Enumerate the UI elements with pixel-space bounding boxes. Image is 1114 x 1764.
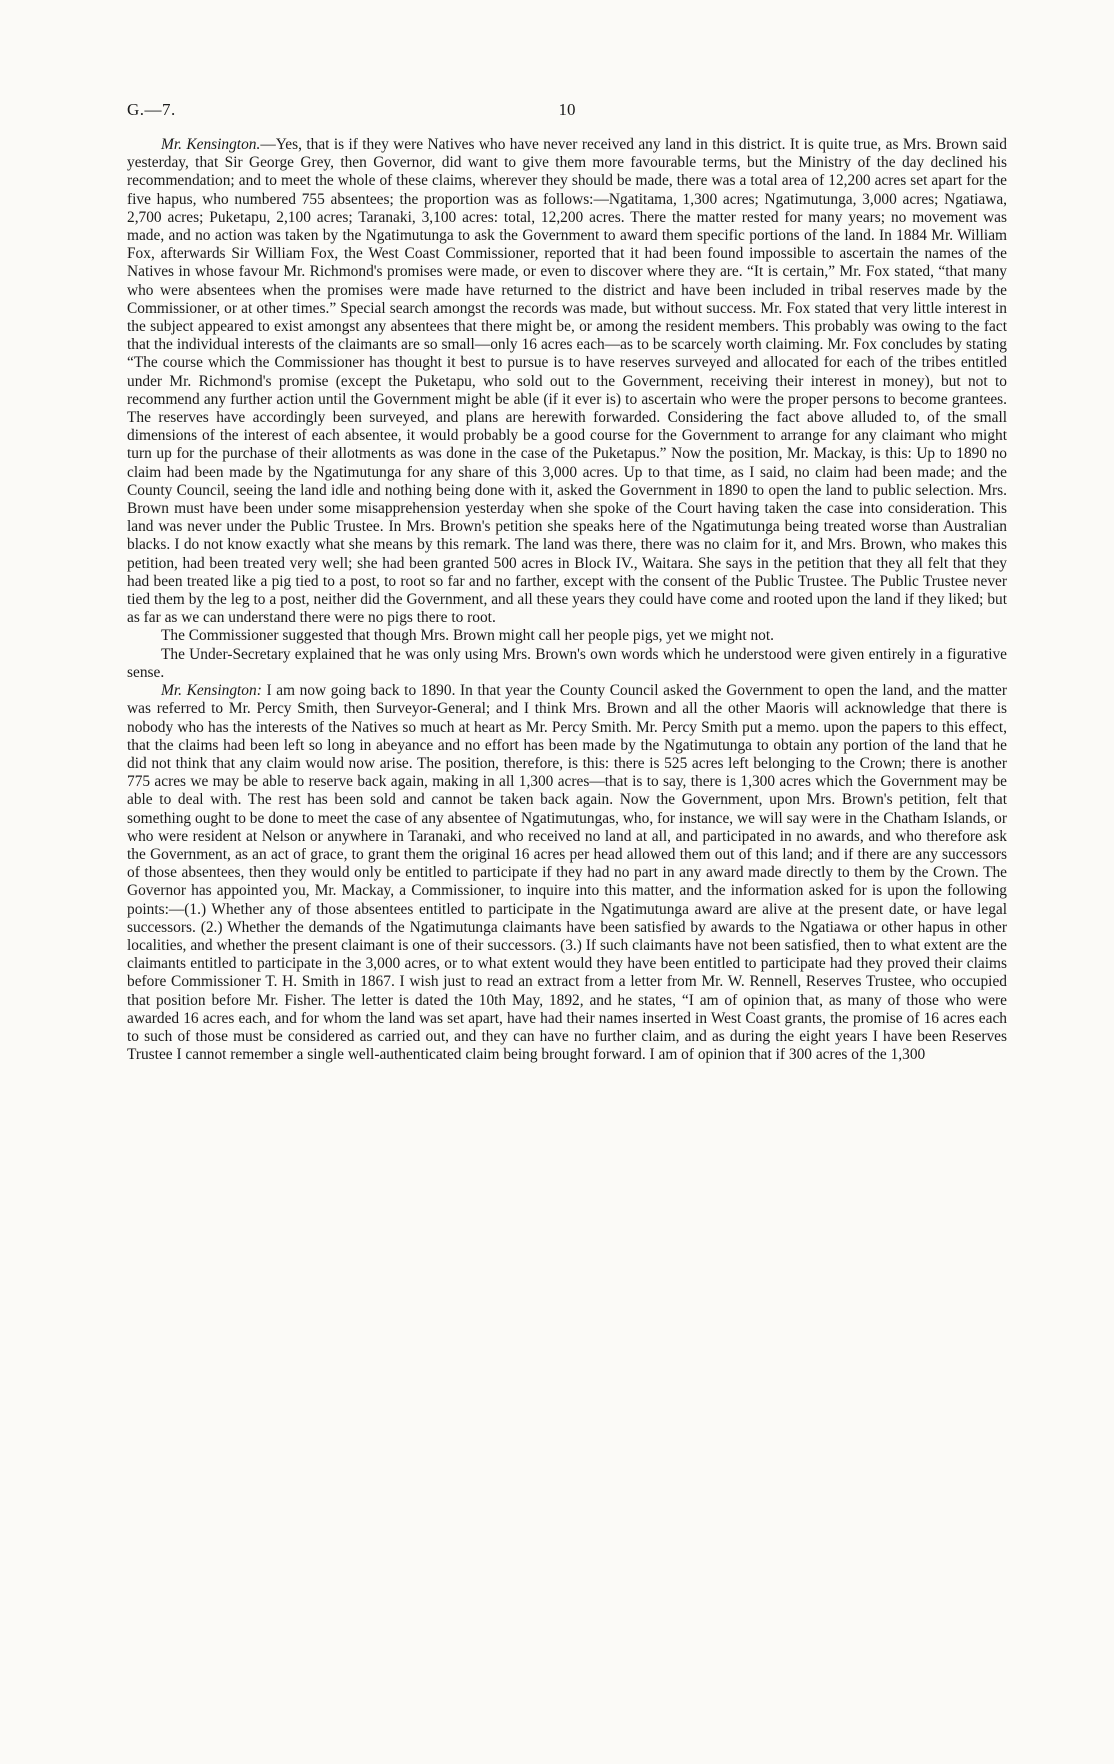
paragraph bbox=[127, 682, 1007, 1064]
document-body bbox=[127, 136, 1007, 1064]
page-header bbox=[127, 100, 1007, 130]
paragraph bbox=[127, 627, 1007, 645]
paragraph-text: The Commissioner suggested that though Mrs. Brown might call her people pigs, yet we might not. bbox=[161, 627, 774, 645]
speaker-name: Mr. Kensington. bbox=[161, 136, 261, 153]
paragraph-text: The Under-Secretary explained that he was only using Mrs. Brown's own words which he understood were given entirely in a figurative sense. bbox=[127, 645, 1007, 681]
paragraph-text: I am now going back to 1890. In that year the County Council asked the Government to open the land, and the matter was referred to Mr. Percy Smith, then Surveyor-General; and I think Mrs. Brown and all the other Maoris will acknowledge that there is nobody who has the interests of the Natives so much at heart as Mr. Percy Smith. Mr. Percy Smith put a memo. upon the papers to this effect, that the claims had been left so long in abeyance and no effort has been made by the Ngatimutunga to obtain any portion of the land that he did not think that any claim would now arise. The position, therefore, is this: there is 525 acres left belonging to the Crown; there is another 775 acres we may be able to reserve back again, making in all 1,300 acres—that is to say, there is 1,300 acres which the Government may be able to deal with. The rest has been sold and cannot be taken back again. Now the Government, upon Mrs. Brown's petition, felt that something ought to be done to meet the case of any absentee of Ngatimutungas, who, for instance, we will say were in the Chatham Islands, or who were resident at Nelson or anywhere in Taranaki, and who received no land at all, and participated in no awards, and who therefore ask the Government, as an act of grace, to grant them the original 16 acres per head allowed them out of this land; and if there are any successors of those absentees, then they would only be entitled to participate if they had no part in any award made directly to them by the Crown. The Governor has appointed you, Mr. Mackay, a Commissioner, to inquire into this matter, and the information asked for is upon the following points:—(1.) Whether any of those absentees entitled to participate in the Ngatimutunga award are alive at the present date, or have legal successors. (2.) Whether the demands of the Ngatimutunga claimants have been satisfied by awards to the Ngatiawa or other hapus in other localities, and whether the present claimant is one of their successors. (3.) If such claimants have not been satisfied, then to what extent are the claimants entitled to participate in the 3,000 acres, or to what extent would they have been entitled to participate had they proved their claims before Commissioner T. H. Smith in 1867. I wish just to read an extract from a letter from Mr. W. Rennell, Reserves Trustee, who occupied that position before Mr. Fisher. The letter is dated the 10th May, 1892, and he states, “I am of opinion that, as many of those who were awarded 16 acres each, and for whom the land was set apart, have had their names inserted in West Coast grants, the promise of 16 acres each to such of those must be considered as carried out, and they can have no further claim, and as during the eight years I have been Reserves Trustee I cannot remember a single well-authenticated claim being brought forward. I am of opinion that if 300 acres of the 1,300 bbox=[127, 682, 1007, 1064]
paragraph bbox=[127, 646, 1007, 682]
document-reference: G.—7. bbox=[127, 100, 176, 119]
paragraph bbox=[127, 136, 1007, 627]
paragraph-text: —Yes, that is if they were Natives who have never received any land in this district. It is quite true, as Mrs. Brown said yesterday, that Sir George Grey, then Governor, did want to give them more favourable terms, but the Ministry of the day declined his recommendation; and to meet the whole of these claims, wherever they should be made, there was a total area of 12,200 acres set apart for the five hapus, who numbered 755 absentees; the proportion was as follows:—Ngatitama, 1,300 acres; Ngatimutunga, 3,000 acres; Ngatiawa, 2,700 acres; Puketapu, 2,100 acres; Taranaki, 3,100 acres: total, 12,200 acres. There the matter rested for many years; no movement was made, and no action was taken by the Ngatimutunga to ask the Government to award them specific portions of the land. In 1884 Mr. William Fox, afterwards Sir William Fox, the West Coast Commissioner, reported that it had been found impossible to ascertain the names of the Natives in whose favour Mr. Richmond's promises were made, or even to discover where they are. “It is certain,” Mr. Fox stated, “that many who were absentees when the promises were made have returned to the district and have been included in tribal reserves made by the Commissioner, or at other times.” Special search amongst the records was made, but without success. Mr. Fox stated that very little interest in the subject appeared to exist amongst any absentees that there might be, or among the resident members. This probably was owing to the fact that the individual interests of the claimants are so small—only 16 acres each—as to be scarcely worth claiming. Mr. Fox concludes by stating “The course which the Commissioner has thought it best to pursue is to have reserves surveyed and allocated for each of the tribes entitled under Mr. Richmond's promise (except the Puketapu, who sold out to the Government, receiving their interest in money), but not to recommend any further action until the Government might be able (if it ever is) to ascertain who were the proper persons to become grantees. The reserves have accordingly been surveyed, and plans are herewith forwarded. Considering the fact above alluded to, of the small dimensions of the interest of each absentee, it would probably be a good course for the Government to arrange for any claimant who might turn up for the purchase of their allotments as was done in the case of the Puketapus.” Now the position, Mr. Mackay, is this: Up to 1890 no claim had been made by the Ngatimutunga for any share of this 3,000 acres. Up to that time, as I said, no claim had been made; and the County Council, seeing the land idle and nothing being done with it, asked the Government in 1890 to open the land to public selection. Mrs. Brown must have been under some misapprehension yesterday when she spoke of the Court having taken the case into consideration. This land was never under the Public Trustee. In Mrs. Brown's petition she speaks here of the Ngatimutunga being treated worse than Australian blacks. I do not know exactly what she means by this remark. The land was there, there was no claim for it, and Mrs. Brown, who makes this petition, had been treated very well; she had been granted 500 acres in Block IV., Waitara. She says in the petition that they all felt that they had been treated like a pig tied to a post, to root so far and no farther, except with the consent of the Public Trustee. The Public Trustee never tied them by the leg to a post, neither did the Government, and all these years they could have come and rooted upon the land if they liked; but as far as we can understand there were no pigs there to root. bbox=[127, 136, 1007, 627]
page-number: 10 bbox=[558, 100, 576, 119]
speaker-name: Mr. Kensington: bbox=[161, 682, 262, 700]
